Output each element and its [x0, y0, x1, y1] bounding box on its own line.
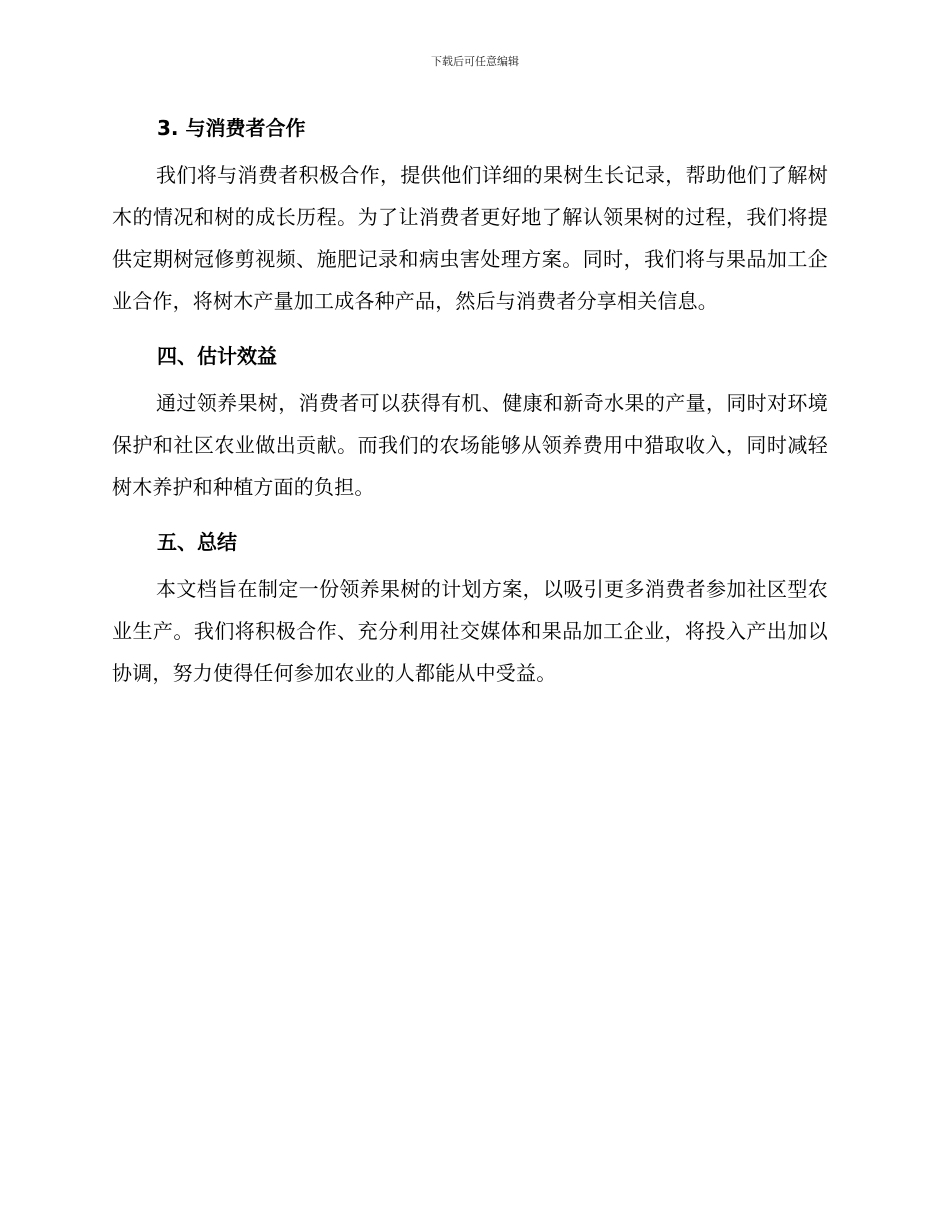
document-body [112, 108, 828, 694]
section-heading-summary: 五、总结 [157, 530, 237, 554]
section-paragraph-estimated-benefits: 通过领养果树，消费者可以获得有机、健康和新奇水果的产量，同时对环境保护和社区农业做出贡献。而我们的农场能够从领养费用中猎取收入，同时减轻树木养护和种植方面的负担。 [112, 391, 828, 499]
section-paragraph-summary: 本文档旨在制定一份领养果树的计划方案，以吸引更多消费者参加社区型农业生产。我们将积极合作、充分利用社交媒体和果品加工企业，将投入产出加以协调，努力使得任何参加农业的人都能从中受益。 [112, 577, 828, 685]
page-header: 下载后可任意编辑 [431, 55, 519, 68]
section-heading-estimated-benefits: 四、估计效益 [157, 344, 277, 368]
section-heading-consumer-cooperation: 3. 与消费者合作 [157, 116, 306, 140]
section-paragraph-consumer-cooperation: 我们将与消费者积极合作，提供他们详细的果树生长记录，帮助他们了解树木的情况和树的成长历程。为了让消费者更好地了解认领果树的过程，我们将提供定期树冠修剪视频、施肥记录和病虫害处理方案。同时，我们将与果品加工企业合作，将树木产量加工成各种产品，然后与消费者分享相关信息。 [112, 163, 828, 313]
